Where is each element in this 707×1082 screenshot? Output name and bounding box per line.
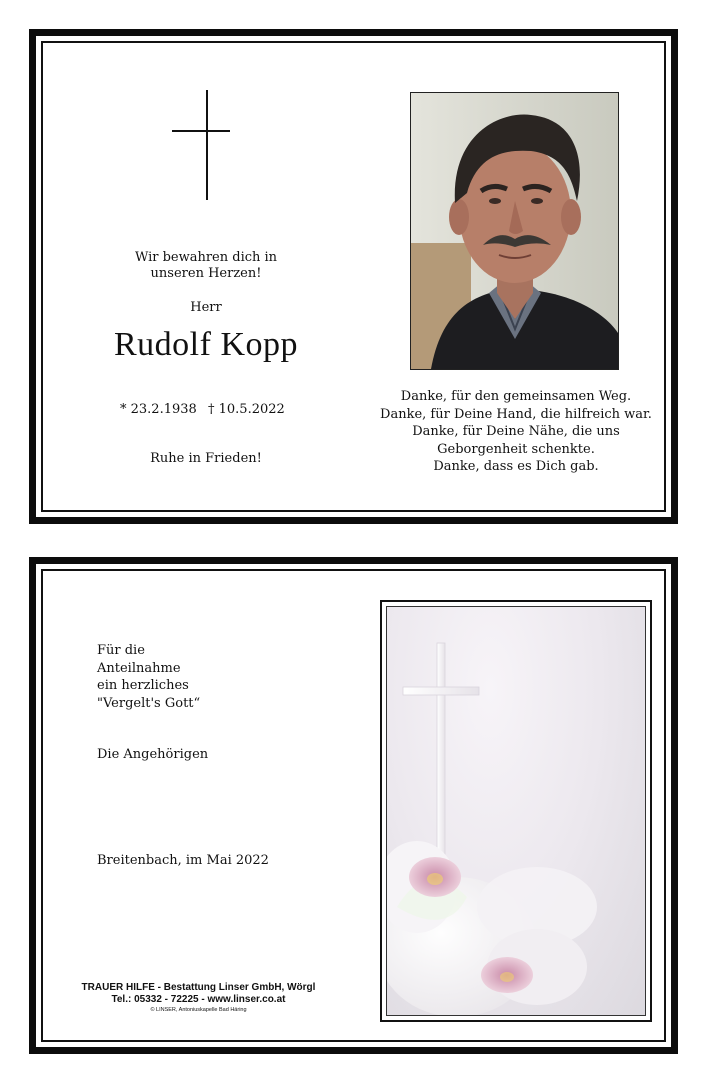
- imprint-contact: Tel.: 05332 - 72225 - www.linser.co.at: [111, 994, 286, 1005]
- front-card: [29, 29, 678, 524]
- motto-line-1: Wir bewahren dich in: [134, 250, 278, 265]
- salutation: Herr: [190, 300, 222, 315]
- back-card: [29, 557, 678, 1054]
- imprint-copyright: © LINSER, Antoniuskapelle Bad Häring: [150, 1007, 247, 1013]
- poem-line-5: Danke, dass es Dich gab.: [433, 459, 599, 474]
- cross-icon: [172, 90, 232, 202]
- cross-orchid-picture: [380, 600, 652, 1022]
- thanks-line-3: ein herzliches: [97, 678, 189, 693]
- poem: [366, 388, 666, 476]
- motto: [96, 250, 316, 282]
- thanks-line-1: Für die: [97, 643, 145, 658]
- imprint-company: TRAUER HILFE - Bestattung Linser GmbH, Wörgl: [81, 982, 316, 993]
- place-date: Breitenbach, im Mai 2022: [97, 853, 269, 868]
- portrait-illustration: [411, 93, 618, 369]
- death-date: † 10.5.2022: [208, 402, 285, 417]
- cross-orchid-picture-inner: [386, 606, 646, 1016]
- thanks-line-4: "Vergelt's Gott“: [97, 695, 201, 711]
- birth-date: * 23.2.1938: [120, 402, 197, 417]
- thanks-text: [97, 642, 200, 712]
- family-signature: Die Angehörigen: [97, 747, 209, 762]
- deceased-name: Rudolf Kopp: [114, 326, 298, 363]
- portrait-photo: [410, 92, 619, 370]
- poem-line-3: Danke, für Deine Nähe, die uns: [412, 424, 620, 439]
- thanks-line-2: Anteilnahme: [97, 660, 181, 676]
- poem-line-4: Geborgenheit schenkte.: [437, 441, 595, 457]
- motto-line-2: unseren Herzen!: [150, 266, 262, 281]
- poem-line-1: Danke, für den gemeinsamen Weg.: [400, 389, 632, 404]
- cross-orchid-illustration: [387, 607, 645, 1015]
- funeral-home-imprint: [46, 982, 351, 1014]
- farewell-text: Ruhe in Frieden!: [150, 451, 262, 466]
- poem-line-2: Danke, für Deine Hand, die hilfreich war.: [380, 406, 652, 422]
